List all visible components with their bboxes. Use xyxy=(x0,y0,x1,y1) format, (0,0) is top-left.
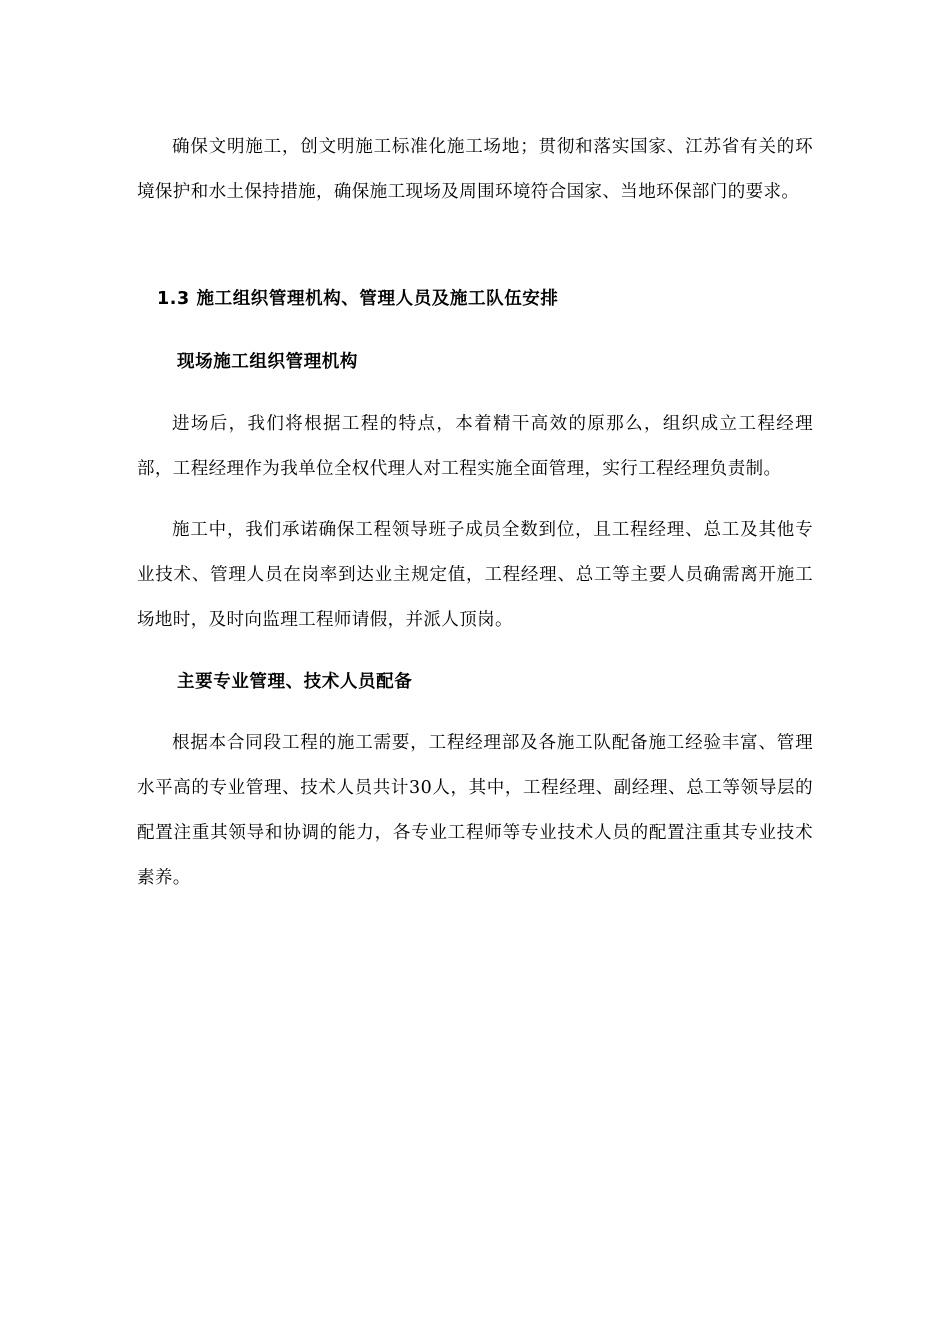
paragraph-environmental-protection: 确保文明施工，创文明施工标准化施工场地；贯彻和落实国家、江苏省有关的环境保护和水土保持措施，确保施工现场及周围环境符合国家、当地环保部门的要求。 xyxy=(137,137,813,202)
subheading-staffing: 主要专业管理、技术人员配备 xyxy=(177,672,413,692)
paragraph-personnel-commitment: 施工中，我们承诺确保工程领导班子成员全数到位，且工程经理、总工及其他专业技术、管理人员在岗率到达业主规定值，工程经理、总工等主要人员确需离开施工场地时，及时向监理工程师请假，并派人顶岗。 xyxy=(137,520,813,630)
section-heading: 1.3 施工组织管理机构、管理人员及施工队伍安排 xyxy=(157,289,559,309)
subheading-site-management: 现场施工组织管理机构 xyxy=(177,352,358,372)
paragraph-project-department: 进场后，我们将根据工程的特点，本着精干高效的原那么，组织成立工程经理部，工程经理作为我单位全权代理人对工程实施全面管理，实行工程经理负责制。 xyxy=(137,414,813,479)
paragraph-staffing-details: 根据本合同段工程的施工需要，工程经理部及各施工队配备施工经验丰富、管理水平高的专业管理、技术人员共计30人，其中，工程经理、副经理、总工等领导层的配置注重其领导和协调的能力，各专业工程师等专业技术人员的配置注重其专业技术素养。 xyxy=(137,733,813,888)
